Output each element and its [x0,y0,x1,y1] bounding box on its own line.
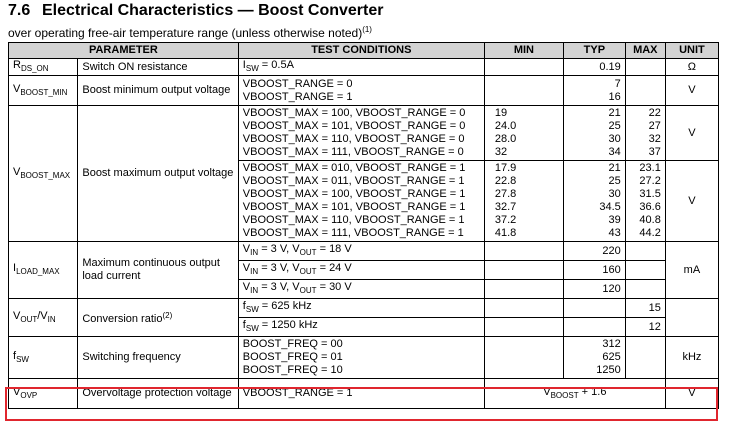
min-cell [484,318,563,337]
condition-cell: $V_{IN} = 3$ V, $V_{OUT} = 24$ V [238,261,484,280]
min-cell [484,299,563,318]
condition-cell: BOOST_FREQ = 00 BOOST_FREQ = 01 BOOST_FREQ = 10 [238,337,484,379]
symbol-cell: $f_{SW}$ [9,337,78,379]
parameter-cell: Switch ON resistance [78,59,238,76]
condition-cell: $f_{SW} = 1250$ kHz [238,318,484,337]
condition-cell: VBOOST_MAX = 100, VBOOST_RANGE = 0 VBOOST_MAX = 101, VBOOST_RANGE = 0 VBOOST_MAX = 110, VBOOST_RANGE = 0 VBOOST_MAX = 111, VBOOST_RANGE = 0 [238,106,484,161]
header-parameter: PARAMETER [9,43,239,59]
typ-cell [563,299,625,318]
typ-cell: 220 [563,242,625,261]
typ-cell: 160 [563,261,625,280]
typ-cell: 21 25 30 34 [563,106,625,161]
footnote-ref: (1) [362,25,372,34]
header-min: MIN [484,43,563,59]
section-title-text: Electrical Characteristics — Boost Converter [42,2,384,19]
condition-cell: VBOOST_RANGE = 0 VBOOST_RANGE = 1 [238,76,484,106]
condition-cell: VBOOST_RANGE = 1 [238,379,484,409]
symbol-cell: $V_{BOOST\_MAX}$ [9,106,78,242]
parameter-cell: Conversion ratio$^{(2)}$ [78,299,238,337]
unit-cell: mA [665,242,718,299]
table-row-highlighted [9,379,719,409]
min-cell [484,76,563,106]
table-row [9,59,719,76]
symbol-cell: $R_{DS\_ON}$ [9,59,78,76]
typ-cell [563,318,625,337]
unit-cell: V [665,379,718,409]
section-number: 7.6 [8,2,31,19]
table-row [9,76,719,106]
table-row [9,242,719,261]
symbol-cell: $V_{BOOST\_MIN}$ [9,76,78,106]
typ-cell: 21 25 30 34.5 39 43 [563,161,625,242]
min-cell: 19 24.0 28.0 32 [484,106,563,161]
table-subtitle [8,25,372,40]
symbol-cell: $V_{OUT}/V_{IN}$ [9,299,78,337]
max-cell [625,337,665,379]
min-cell: 17.9 22.8 27.8 32.7 37.2 41.8 [484,161,563,242]
min-cell [484,59,563,76]
condition-cell: $V_{IN} = 3$ V, $V_{OUT} = 30$ V [238,280,484,299]
parameter-cell: Maximum continuous output load current [78,242,238,299]
typ-cell: 120 [563,280,625,299]
unit-cell: V [665,106,718,161]
section-title [8,2,383,20]
header-row [9,43,719,59]
parameter-cell: Overvoltage protection voltage [78,379,238,409]
unit-cell: Ω [665,59,718,76]
unit-cell: V [665,76,718,106]
typ-cell: 312 625 1250 [563,337,625,379]
max-cell [625,261,665,280]
min-cell [484,261,563,280]
unit-cell: kHz [665,337,718,379]
typ-cell: 7 16 [563,76,625,106]
condition-cell: VBOOST_MAX = 010, VBOOST_RANGE = 1 VBOOST_MAX = 011, VBOOST_RANGE = 1 VBOOST_MAX = 100, VBOOST_RANGE = 1 VBOOST_MAX = 101, VBOOST_RANGE = 1 VBOOST_MAX = 110, VBOOST_RANGE = 1 VBOOST_MAX = 111, VBOOST_RANGE = 1 [238,161,484,242]
table-row [9,106,719,161]
parameter-cell: Boost minimum output voltage [78,76,238,106]
max-cell: 15 [625,299,665,318]
parameter-cell: Switching frequency [78,337,238,379]
max-cell [625,59,665,76]
unit-cell [665,299,718,337]
min-cell [484,242,563,261]
header-typ: TYP [563,43,625,59]
header-unit: UNIT [665,43,718,59]
electrical-characteristics-table [8,42,719,409]
symbol-cell: $I_{LOAD\_MAX}$ [9,242,78,299]
table-row [9,337,719,379]
max-cell [625,280,665,299]
max-cell: 12 [625,318,665,337]
unit-cell: V [665,161,718,242]
parameter-cell: Boost maximum output voltage [78,106,238,242]
max-cell: 23.1 27.2 31.5 36.6 40.8 44.2 [625,161,665,242]
typ-cell: 0.19 [563,59,625,76]
symbol-cell: $V_{OVP}$ [9,379,78,409]
condition-cell: $f_{SW} = 625$ kHz [238,299,484,318]
max-cell: 22 27 32 37 [625,106,665,161]
min-cell [484,337,563,379]
min-cell [484,280,563,299]
max-cell [625,76,665,106]
table-row [9,299,719,318]
header-test-conditions: TEST CONDITIONS [238,43,484,59]
condition-cell: $V_{IN} = 3$ V, $V_{OUT} = 18$ V [238,242,484,261]
header-max: MAX [625,43,665,59]
subtitle-text: over operating free-air temperature range (unless otherwise noted) [8,26,363,40]
typ-cell: $V_{BOOST} + 1.6$ [484,379,665,409]
condition-cell: $I_{SW} = 0.5A$ [238,59,484,76]
max-cell [625,242,665,261]
